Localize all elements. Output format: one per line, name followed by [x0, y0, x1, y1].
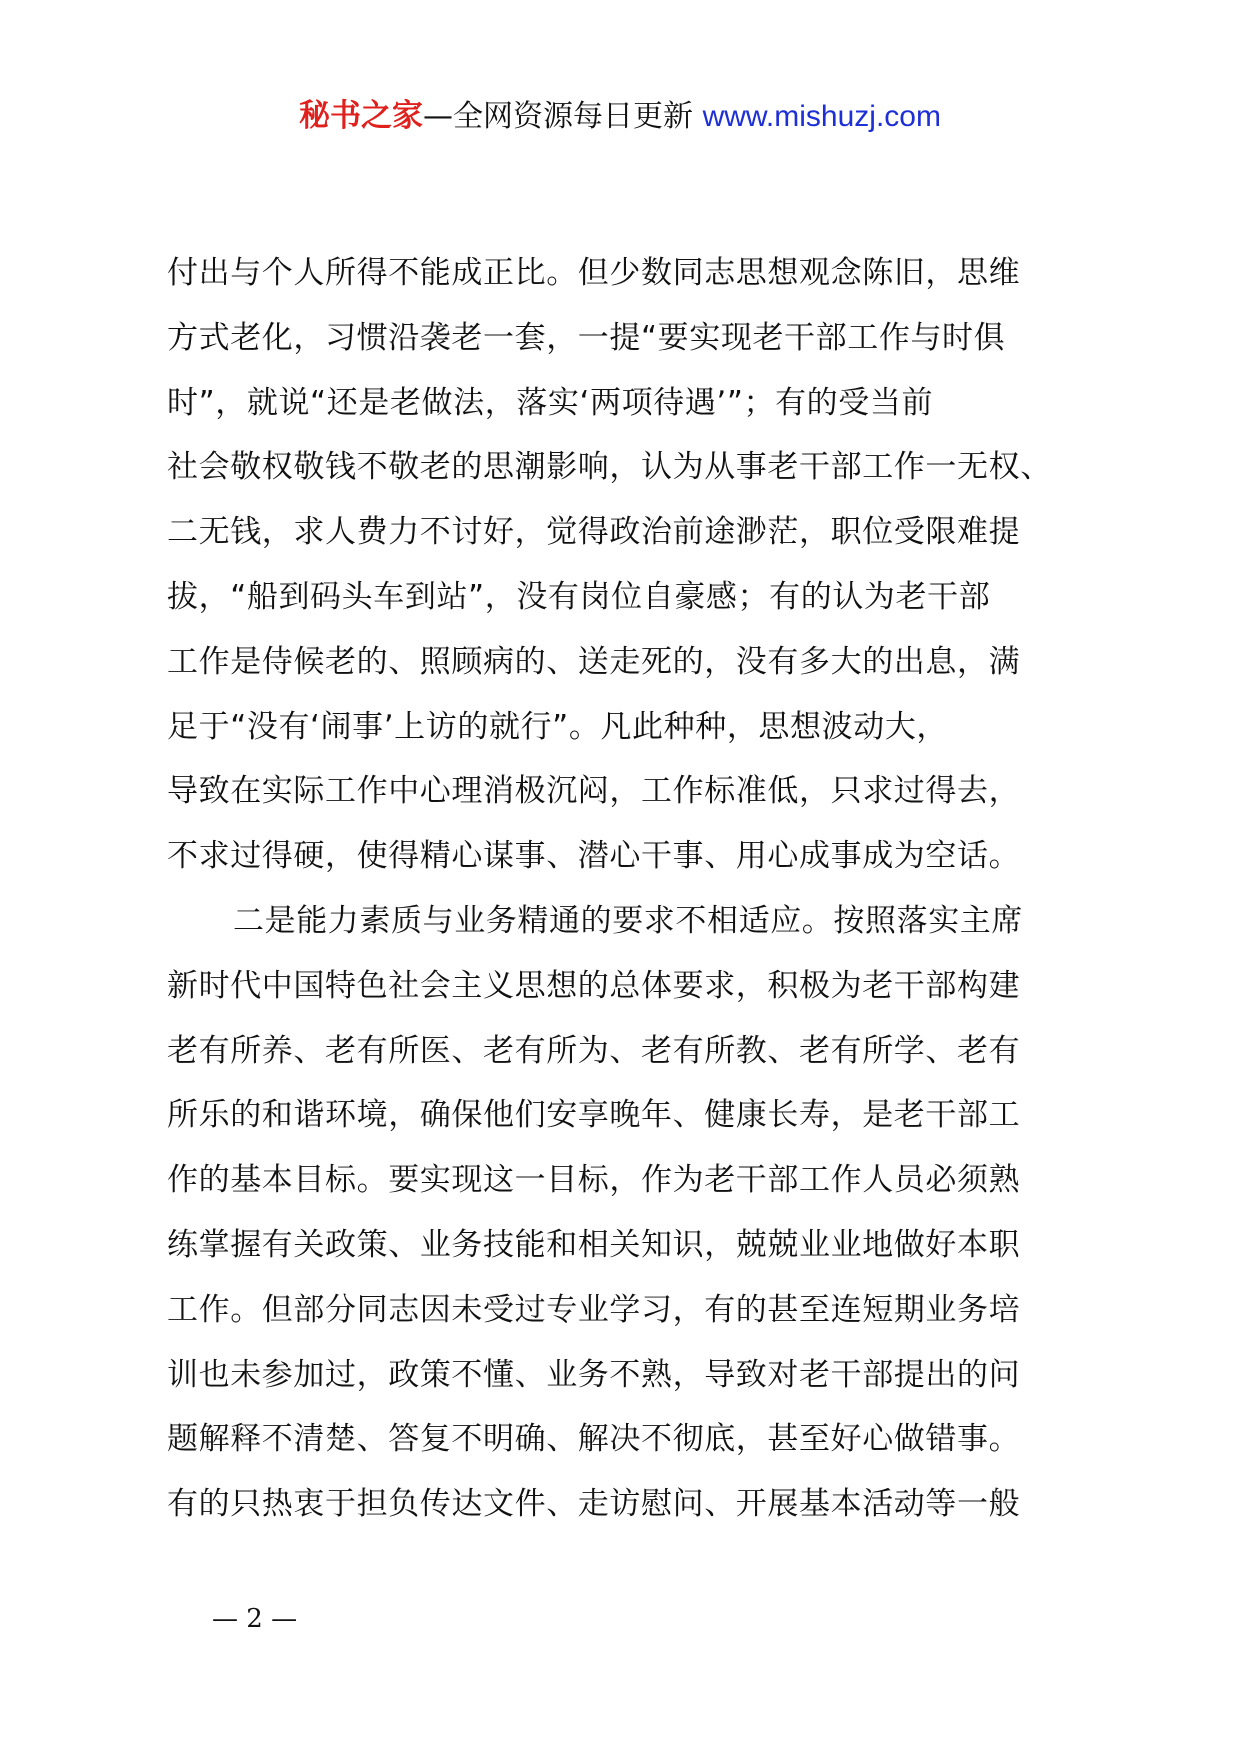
site-url-link[interactable]: www.mishuzj.com	[702, 100, 941, 133]
text-line: 老有所养、老有所医、老有所为、老有所教、老有所学、老有	[167, 1032, 1021, 1069]
text-line: 二无钱，求人费力不讨好，觉得政治前途渺茫，职位受限难提	[167, 514, 1021, 551]
text-line: 方式老化，习惯沿袭老一套，一提“要实现老干部工作与时俱	[167, 319, 1006, 356]
text-line: 训也未参加过，政策不懂、业务不熟，导致对老干部提出的问	[167, 1356, 1021, 1393]
site-banner	[0, 96, 1240, 137]
site-slogan: —全网资源每日更新	[423, 99, 703, 134]
page-number: — 2 —	[212, 1604, 298, 1634]
text-line: 工作。但部分同志因未受过专业学习，有的甚至连短期业务培	[167, 1291, 1021, 1328]
text-line: 付出与个人所得不能成正比。但少数同志思想观念陈旧，思维	[167, 255, 1021, 291]
paragraph-start-line: 二是能力素质与业务精通的要求不相适应。按照落实主席	[233, 902, 1023, 939]
text-line: 所乐的和谐环境，确保他们安享晚年、健康长寿，是老干部工	[167, 1097, 1021, 1134]
text-line: 作的基本目标。要实现这一目标，作为老干部工作人员必须熟	[167, 1162, 1021, 1199]
site-brand-name: 秘书之家	[299, 98, 424, 134]
text-line: 时”，就说“还是老做法，落实‘两项待遇’”；有的受当前	[167, 384, 934, 421]
text-line: 练掌握有关政策、业务技能和相关知识，兢兢业业地做好本职	[167, 1226, 1021, 1263]
text-line: 社会敬权敬钱不敬老的思潮影响，认为从事老干部工作一无权、	[167, 449, 1052, 486]
text-line: 不求过得硬，使得精心谋事、潜心干事、用心成事成为空话。	[167, 838, 1021, 875]
text-line: 工作是侍候老的、照顾病的、送走死的，没有多大的出息，满	[167, 643, 1021, 680]
text-line: 导致在实际工作中心理消极沉闷，工作标准低，只求过得去，	[167, 773, 1021, 810]
text-line: 拔，“船到码头车到站”，没有岗位自豪感；有的认为老干部	[167, 578, 991, 615]
text-line: 足于“没有‘闹事’上访的就行”。凡此种种，思想波动大，	[167, 708, 949, 745]
document-body	[167, 241, 1167, 1537]
text-line: 新时代中国特色社会主义思想的总体要求，积极为老干部构建	[167, 967, 1021, 1004]
text-line: 有的只热衷于担负传达文件、走访慰问、开展基本活动等一般	[167, 1486, 1021, 1523]
text-line: 题解释不清楚、答复不明确、解决不彻底，甚至好心做错事。	[167, 1421, 1021, 1458]
